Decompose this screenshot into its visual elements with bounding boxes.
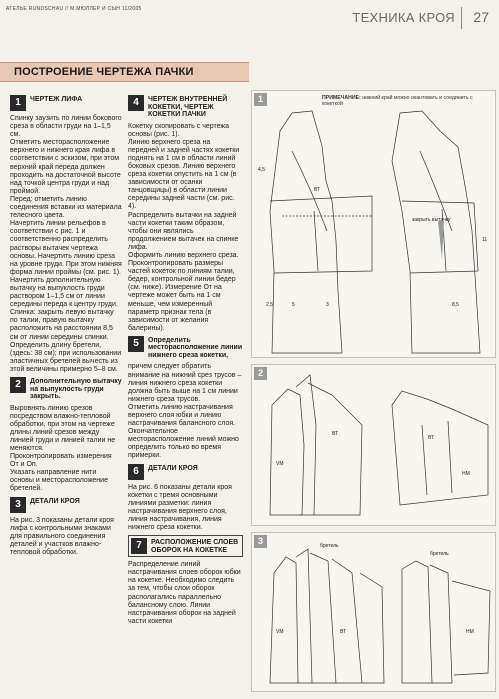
step-number: 2 [10,377,26,393]
paragraph: Линию верхнего среза на передней и задней частях кокетки поднять на 1 см в области линий боковых срезов. Линию верхнего среза кокетки опустить на 1 см (в зависимости от осанки танцовщицы) в области линии середины задней части (см. рис. 4). [128,138,240,211]
paragraph: причем следует обратить внимание на нижний срез трусов – линия нижнего среза кокетки должна быть выше на 1 см линии нижнего среза трусов. [128,363,242,403]
step-number: 7 [131,538,147,554]
section-1-heading [10,95,122,111]
paragraph: Спинка: закрыть левую вытачку по талии, правую вытачку расположить на расстоянии 8,5 см от линии середины спинки. [10,309,114,341]
figure-number: 1 [254,93,267,106]
figure-2-drawing [252,365,497,527]
dimension-label: ВТ [314,187,321,193]
figure-1-drawing [252,91,497,359]
article-title-bar [0,62,249,82]
figures-column [251,90,496,692]
section-5-heading [128,336,243,360]
dimension-label: 5 [292,302,295,308]
piece-label: бретель [430,551,449,557]
piece-label: HM [462,471,470,477]
step-number: 1 [10,95,26,111]
piece-label: бретель [320,543,339,549]
paragraph: Оформить линию верхнего среза. [128,252,239,259]
dimension-label: закрыть вытачку [412,217,451,223]
section-title: ЧЕРТЕЖ ВНУТРЕННЕЙ КОКЕТКИ, ЧЕРТЕЖ КОКЕТКИ ПАЧКИ [148,96,228,118]
paragraph: Распределить вытачки на задней части кокетки таким образом, чтобы они являлись продолжением вытачек на спинке лифа. [128,211,239,251]
dimension-label: 2,5 [266,302,273,308]
page-number: 27 [473,9,489,25]
section-4-heading [128,95,243,119]
section-3-heading [10,497,122,513]
figure-number: 3 [254,535,267,548]
dimension-label: 8,5 [452,302,459,308]
section-title: ДЕТАЛИ КРОЯ [148,464,198,472]
section-title: РАСПОЛОЖЕНИЕ СЛОЕВ ОБОРОК НА КОКЕТКЕ [151,539,239,554]
figure-1 [251,90,496,358]
piece-label: ВТ [340,629,347,635]
figure-note [322,95,492,107]
step-number: 6 [128,464,144,480]
header-divider [461,7,462,29]
paragraph: Проконтролировать измерения От и Оп. [10,453,112,469]
dimension-label: 3 [326,302,329,308]
page-header [0,0,499,34]
paragraph: Определить длину бретели, (здесь: 38 см); при использовании эластичных бретелей вычесть из этой величины примерно 5–8 см. [10,341,122,373]
section-title: ДЕТАЛИ КРОЯ [30,497,80,505]
piece-label: VM [276,629,284,635]
paragraph: Кокетку скопировать с чертежа основы (рис. 1). [128,122,230,138]
article-title: ПОСТРОЕНИЕ ЧЕРТЕЖА ПАЧКИ [14,66,194,78]
paragraph: Отметить месторасположение верхнего и нижнего края лифа в соответствии с эскизом, при этом верхний край переда должен проходить на достаточной высоте над точкой центра груди и над проймой. [10,139,121,195]
paragraph: Выровнять линию срезов посредством влажно-тепловой обработки, при этом на чертеже длины линий срезов между линией груди и линией талии не меняются. [10,404,116,452]
paragraph: Проконтролировать размеры частей кокеток по линиям талии, бедер, контрольной линии бедер (см. ниже). Измерение От на чертеже может быть на 1 см меньше, чем измеренный параметр признак тела (в зависимости от желания балерины). [128,260,236,332]
piece-label: VM [276,461,284,467]
paragraph: Распределение линий настрачивания слоев оборок юбки на кокетке. Необходимо следить за тем, чтобы слои оборок располагались параллельно балансному слою. Линии настрачивания оборок на задней части кокетки [128,561,241,625]
figure-3 [251,532,496,692]
step-number: 5 [128,336,144,352]
text-column-1 [10,92,122,557]
section-lead: Определить месторасположение линии нижнего среза кокетки, [148,336,243,359]
running-header: АТЕЛЬЕ RUNDSCHAU // М.МЮЛЛЕР И СЫН 11/2005 [6,6,142,12]
paragraph: Начертить линии рельефов в соответствии с рис. 1 и соответственно распределить растворы вытачек чертежа основы. Начертить линию среза на уровне груди. При этом нижняя форма линии проймы (см. рис. 1). [10,220,122,276]
section-6-heading [128,464,243,480]
paragraph: На рис. 3 показаны детали кроя лифа с контрольными знаками для правильного соединения деталей и участков влажно-тепловой обработки. [10,516,114,556]
section-title: ЧЕРТЕЖ ЛИФА [30,96,83,103]
text-column-2 [128,92,243,626]
note-text: нижний край можно окантовать и соединить с кокеткой [322,95,473,107]
figure-3-drawing [252,533,497,693]
paragraph: Указать направление нити основы и месторасположение бретелей. [10,469,108,493]
paragraph: Начертить дополнительную вытачку на выпуклость груди раствором 1–1,5 см от линии середины переда к центру груди. [10,276,118,309]
note-label: ПРИМЕЧАНИЕ: [322,95,361,101]
section-lead: Дополнительную вытачку на выпуклость груди закрыть. [30,378,122,400]
piece-label: ВТ [332,431,339,437]
paragraph: На рис. 6 показаны детали кроя кокетки с тремя основными линиями разметки: линия настрачивания верхнего слоя, линия настрачивания, линия нижнего среза кокетки. [128,483,232,532]
paragraph: Перед: отметить линию соединения вставки из материала телесного цвета. [10,195,122,220]
paragraph: Отметить линию настрачивания верхнего слоя юбки и линию настрачивания балансного слоя. Окончательное месторасположение линий можно определить только во время примерки. [128,403,239,460]
figure-number: 2 [254,367,267,380]
figure-2 [251,364,496,526]
step-number: 3 [10,497,26,513]
piece-label: ВТ [428,435,435,441]
section-7-heading [128,535,243,557]
section-2-heading [10,377,122,401]
dimension-label: 11 [482,237,488,243]
section-title: ТЕХНИКА КРОЯ [352,10,455,25]
paragraph: Спинку заузить по линии бокового среза в области груди на 1–1,5 см. [10,115,122,139]
piece-label: HM [466,629,474,635]
dimension-label: 4,5 [258,167,265,173]
step-number: 4 [128,95,144,111]
